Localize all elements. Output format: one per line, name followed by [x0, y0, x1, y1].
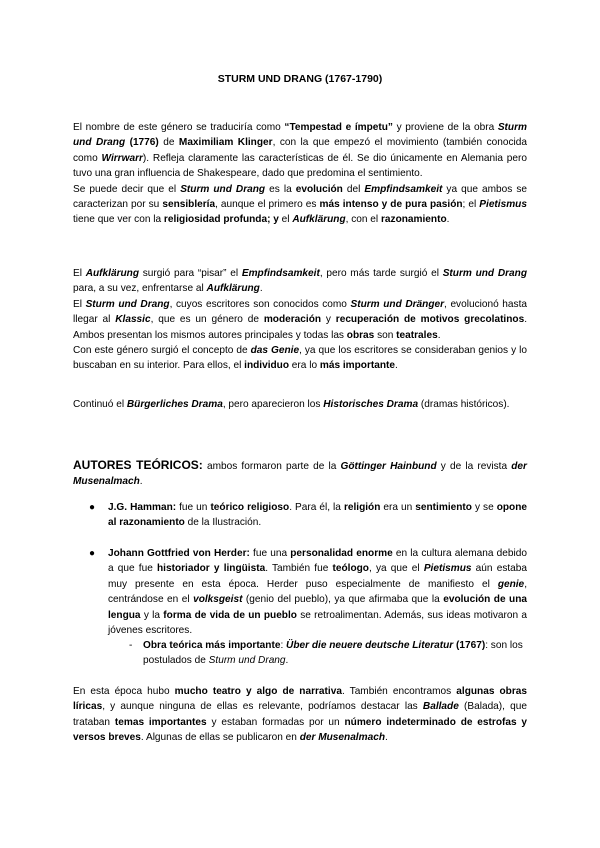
text: . Ambos presentan los mismos autores principales y todas las — [73, 314, 527, 341]
text: , ya que el — [368, 563, 424, 575]
text: ). Refleja claramente las características de él. Se dio únicamente en Alemania pero tuvo una gran influencia de Shakespeare, dado que predomina el sentimiento. — [73, 152, 527, 180]
text: Con este género surgió el concepto de — [73, 345, 251, 357]
bold-text: Obra teórica más importante — [143, 640, 281, 651]
term: Ballade — [422, 701, 459, 713]
text: En esta época hubo — [73, 686, 175, 697]
author-name: Maximiliam Klinger — [178, 137, 273, 149]
term: der Musenalmach — [73, 461, 527, 488]
bullet-icon: ● — [89, 502, 96, 513]
paragraph-evolution — [73, 182, 527, 228]
text: . — [259, 283, 263, 295]
bold-text: algunas obras líricas — [73, 686, 527, 713]
text: , pero aparecieron los — [222, 399, 324, 410]
list-item-text — [108, 500, 527, 531]
text: , con el — [345, 214, 381, 226]
bold-text: sensiblería — [162, 199, 216, 211]
text: aún estaba muy presente en esta época. Herder puso especialmente de manifiesto el — [108, 563, 528, 590]
text: fue un — [176, 502, 211, 513]
text: es la — [265, 183, 296, 195]
text: , aunque el primero es — [215, 199, 320, 211]
text: en la cultura alemana debido a que fue — [108, 548, 527, 575]
work-title: Wirrwarr — [101, 152, 143, 164]
page-title: STURM UND DRANG (1767-1790) — [217, 73, 383, 85]
term: Aufklärung — [85, 268, 139, 279]
text: . También fue — [265, 563, 333, 575]
text: (dramas históricos). — [418, 399, 510, 410]
term: Bürgerliches Drama — [126, 399, 223, 410]
text: y la — [140, 609, 164, 621]
text: era un — [380, 502, 416, 513]
text: : son los postulados de — [143, 640, 523, 667]
work-title: Sturm und Drang — [73, 122, 527, 149]
bold-text: moderación — [263, 314, 322, 326]
italic-text: Sturm und Drang — [208, 655, 286, 667]
paragraph-genres — [73, 684, 527, 746]
text: , y aunque ninguna de ellas es relevante, podríamos destacar las — [102, 701, 423, 713]
term: Empfindsamkeit — [364, 183, 443, 195]
authors-heading-line — [73, 458, 527, 490]
bold-text: número indeterminado de estrofas y versos breves — [73, 716, 528, 744]
bold-text: teatrales — [396, 329, 438, 341]
bold-text: teólogo — [332, 563, 369, 575]
text: , que es un género de — [150, 314, 264, 326]
bold-text: personalidad enorme — [290, 548, 393, 559]
text: el — [278, 214, 293, 226]
text: : — [280, 640, 287, 651]
term: Sturm und Drang — [85, 298, 170, 310]
bold-text: sentimiento — [415, 502, 472, 513]
text: de — [158, 137, 179, 149]
bold-text: recuperación de motivos grecolatinos — [335, 314, 525, 326]
bold-text: historiador y lingüista — [157, 563, 266, 575]
paragraph-aufklarung — [73, 266, 527, 297]
bold-text: teórico religioso — [210, 502, 290, 513]
bold-text: (1767) — [453, 640, 486, 651]
text: , pero más tarde surgió el — [319, 268, 443, 279]
sub-list-item-text — [143, 638, 527, 669]
bold-text: religiosidad profunda; y — [163, 214, 279, 226]
term: Sturm und Drang — [442, 268, 527, 279]
bold-text: religión — [343, 502, 381, 513]
text: son — [374, 329, 397, 341]
text: (Balada), que trataban — [73, 701, 527, 728]
dash-icon: - — [129, 640, 133, 651]
bold-text: forma de vida de un pueblo — [163, 609, 297, 621]
authors-section — [73, 458, 527, 490]
text: ambos formaron parte de la — [202, 461, 341, 472]
text: y estaban formadas por un — [206, 716, 345, 728]
text: , evolucionó hasta llegar al — [73, 298, 527, 326]
term: Klassic — [115, 314, 151, 326]
text: Continuó el — [73, 399, 127, 410]
text: ; el — [462, 199, 480, 211]
work-title: Über die neuere deutsche Literatur — [286, 640, 454, 651]
bold-text: evolución — [295, 183, 343, 195]
text: El — [73, 268, 86, 279]
text: fue una — [249, 548, 291, 559]
list-item-text — [108, 546, 527, 638]
text: . — [285, 655, 289, 667]
paragraph-origin — [73, 120, 527, 182]
text: . Algunas de ellas se publicaron en — [140, 732, 300, 744]
text: y se — [471, 502, 497, 513]
text: . — [437, 329, 441, 341]
bold-text: “Tempestad e ímpetu” — [284, 122, 393, 133]
text: , centrándose en el — [108, 578, 527, 606]
paragraph-klassic — [73, 297, 527, 343]
bold-text: obras — [346, 329, 375, 341]
term: Pietismus — [423, 563, 472, 575]
bold-text: mucho teatro y algo de narrativa — [174, 686, 342, 697]
text: . — [384, 732, 388, 744]
drama-section — [73, 397, 527, 412]
text: , ya que los escritores se consideraban genios y lo buscaban en su interior. Para ellos, el — [73, 345, 527, 372]
bullet-icon: ● — [89, 548, 96, 559]
text: ya que ambos se caracterizan por su — [73, 183, 527, 211]
text: y de la revista — [436, 461, 512, 472]
bold-text: más importante — [319, 360, 396, 372]
term: Aufklärung — [206, 283, 260, 295]
term: Empfindsamkeit — [241, 268, 320, 279]
intro-section — [73, 120, 527, 228]
text: , cuyos escritores son conocidos como — [169, 298, 351, 310]
bold-text: opone al razonamiento — [108, 502, 527, 529]
bold-text: temas importantes — [114, 716, 207, 728]
bold-text: más intenso y de pura pasión — [319, 199, 463, 211]
text: para, a su vez, enfrentarse al — [73, 283, 207, 295]
text: surgió para “pisar” el — [139, 268, 242, 279]
text: del — [342, 183, 365, 195]
text: de la Ilustración. — [184, 517, 262, 529]
term: Sturm und Drang — [180, 183, 266, 195]
text: , con la que empezó el movimiento (también conocida como — [73, 137, 528, 164]
text: . — [395, 360, 398, 372]
text: . — [446, 214, 450, 226]
text: . Para él, la — [289, 502, 344, 513]
term: volksgeist — [193, 594, 243, 606]
term: das Genie — [250, 345, 300, 357]
closing-section — [73, 684, 527, 746]
author-name: Johann Gottfried von Herder: — [108, 548, 250, 559]
term: der Musenalmach — [299, 732, 385, 744]
text: y proviene de la obra — [392, 122, 498, 133]
term: Sturm und Dränger — [350, 298, 445, 310]
text: se retroalimentan. Además, sus ideas motivaron a jóvenes escritores. — [108, 609, 527, 637]
text: El — [73, 298, 86, 310]
term: Pietismus — [479, 199, 527, 211]
text: era lo — [289, 360, 320, 372]
paragraph-genie — [73, 343, 527, 374]
text: y — [321, 314, 336, 326]
text: tiene que ver con la — [73, 214, 164, 226]
bold-text: razonamiento — [380, 214, 447, 226]
text: El nombre de este género se traduciría como — [73, 122, 285, 133]
context-section — [73, 266, 527, 374]
sub-list-item-obra — [129, 638, 527, 669]
section-heading: AUTORES TEÓRICOS: — [73, 458, 203, 472]
term: Göttinger Hainbund — [340, 461, 437, 472]
list-item-hamman — [89, 500, 527, 531]
text: . También encontramos — [341, 686, 457, 697]
bold-text: (1776) — [125, 137, 159, 149]
paragraph-drama — [73, 397, 527, 412]
term: genie — [497, 578, 525, 590]
term: Aufklärung — [292, 214, 346, 226]
text: (genio del pueblo), ya que afirmaba que la — [242, 594, 444, 606]
text: . — [139, 476, 143, 488]
author-name: J.G. Hamman: — [108, 502, 177, 513]
term: Historisches Drama — [323, 399, 419, 410]
list-item-herder — [89, 546, 528, 638]
text: Se puede decir que el — [73, 183, 181, 195]
bold-text: individuo — [244, 360, 289, 372]
bold-text: evolución de una lengua — [108, 594, 528, 621]
